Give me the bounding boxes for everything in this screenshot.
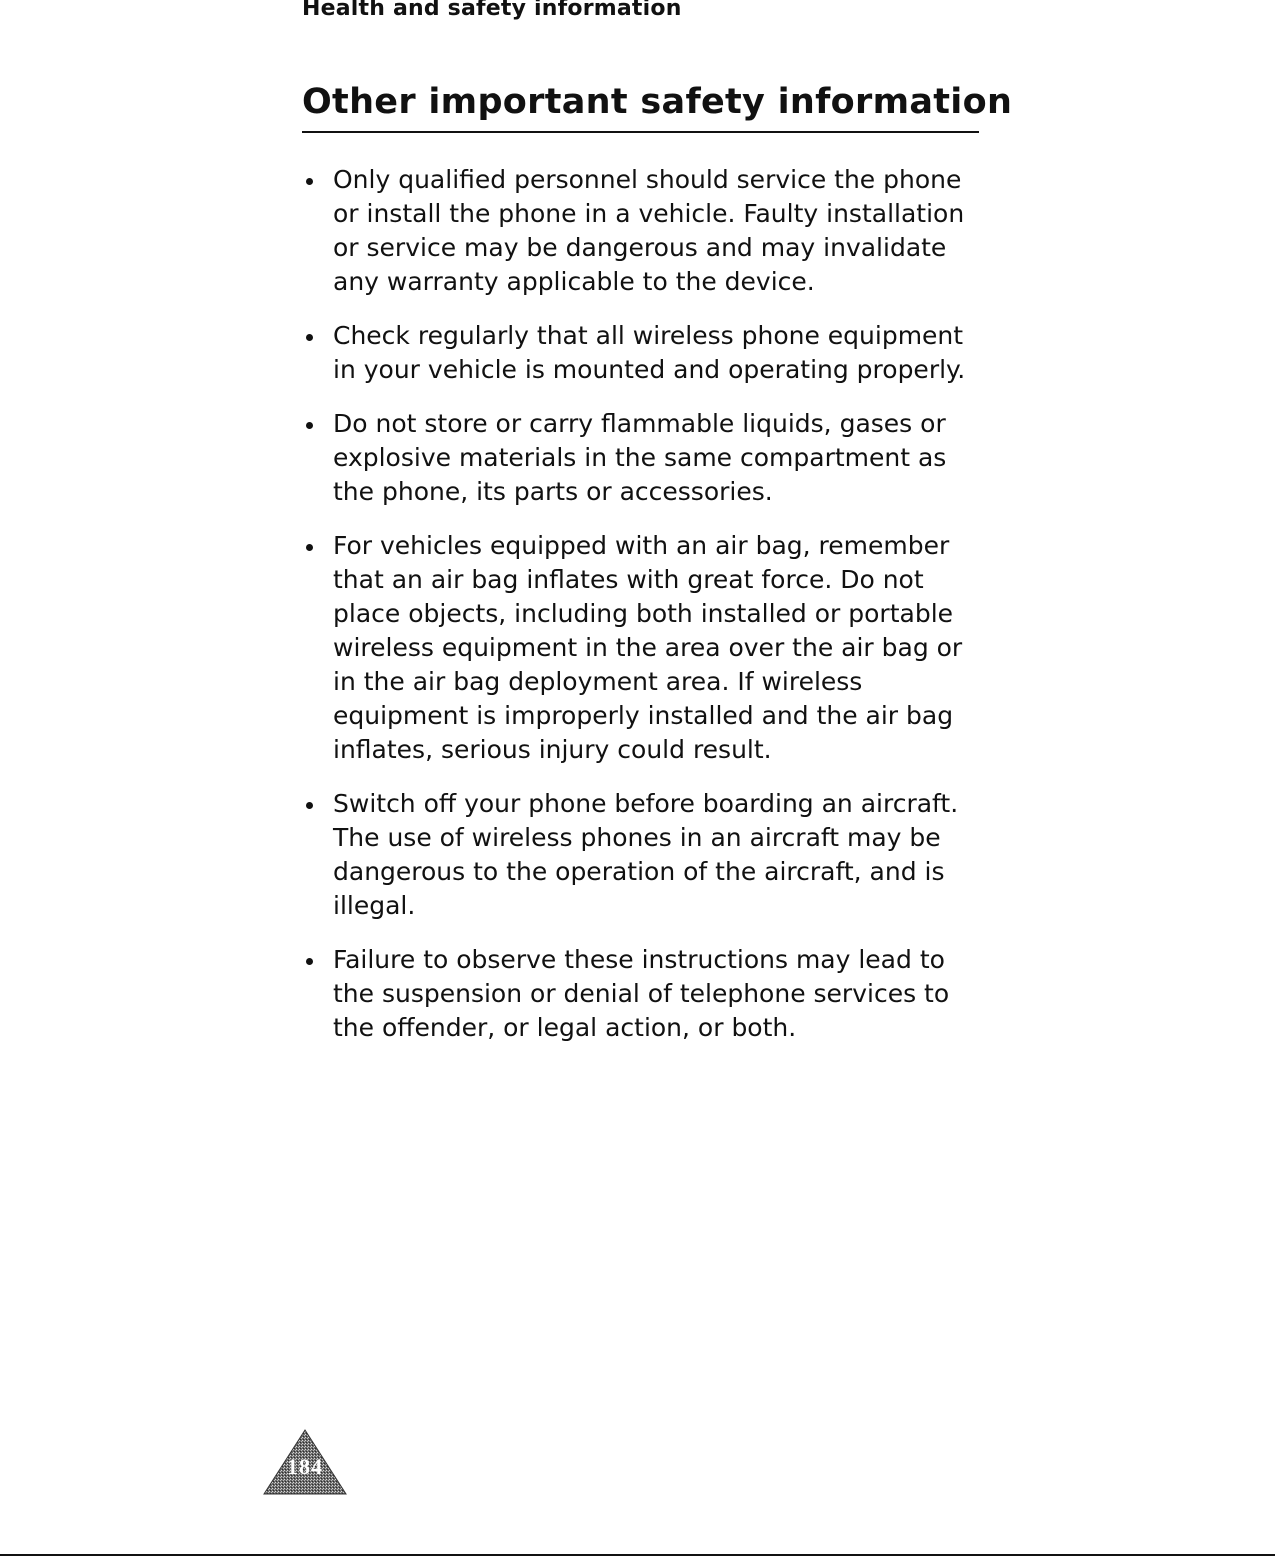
bullet-icon	[306, 958, 313, 965]
list-item	[302, 529, 992, 767]
page-number-badge	[263, 1428, 347, 1496]
bullet-icon	[306, 334, 313, 341]
list-item-text: Failure to observe these instructions may lead to the suspension or denial of telephone services to the offender, or legal action, or both.	[333, 945, 950, 1042]
safety-bullet-list	[302, 163, 992, 1065]
page-title: Other important safety information	[302, 82, 1013, 122]
list-item-text: For vehicles equipped with an air bag, remember that an air bag inflates with great force. Do not place objects, including both installed or portable wireless equipment in the area over the air bag or in the air bag deployment area. If wireless equipment is improperly installed and the air bag inflates, serious injury could result.	[333, 531, 963, 764]
bottom-divider	[0, 1554, 1275, 1556]
running-header: Health and safety information	[302, 0, 682, 21]
list-item-text: Check regularly that all wireless phone equipment in your vehicle is mounted and operating properly.	[333, 321, 966, 384]
list-item-text: Switch off your phone before boarding an aircraft. The use of wireless phones in an aircraft may be dangerous to the operation of the aircraft, and is illegal.	[333, 789, 959, 920]
title-underline	[302, 131, 979, 133]
page-number: 184	[287, 1454, 323, 1479]
list-item-text: Do not store or carry flammable liquids, gases or explosive materials in the same compartment as the phone, its parts or accessories.	[333, 409, 947, 506]
list-item	[302, 163, 992, 299]
bullet-icon	[306, 178, 313, 185]
list-item	[302, 407, 992, 509]
bullet-icon	[306, 544, 313, 551]
list-item	[302, 787, 992, 923]
bullet-icon	[306, 422, 313, 429]
list-item	[302, 319, 992, 387]
list-item-text: Only qualified personnel should service the phone or install the phone in a vehicle. Faulty installation or service may be dangerous and may invalidate any warranty applicable to the device.	[333, 165, 965, 296]
list-item	[302, 943, 992, 1045]
bullet-icon	[306, 802, 313, 809]
